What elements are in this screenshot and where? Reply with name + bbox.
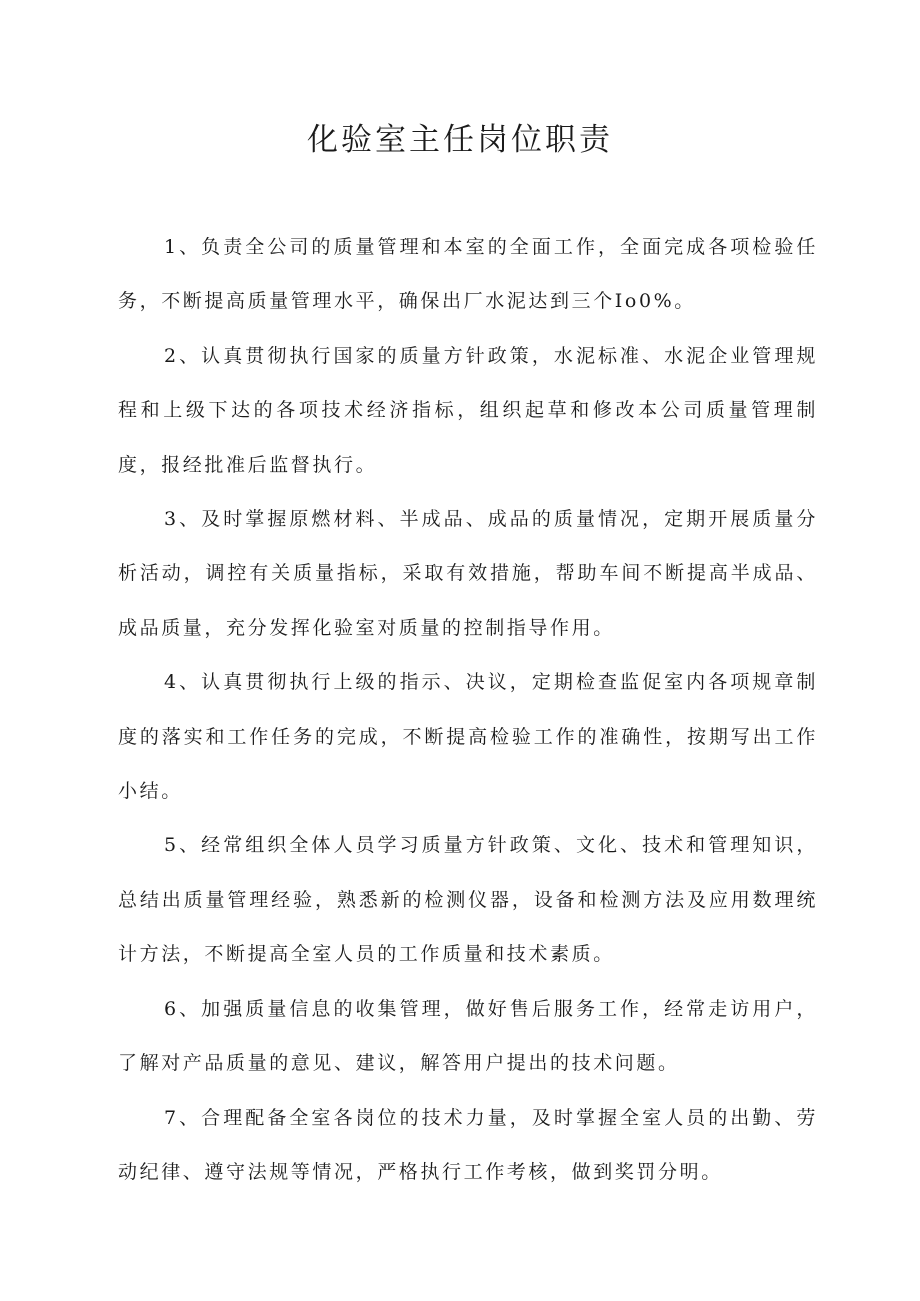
paragraph-5: 5、经常组织全体人员学习质量方针政策、文化、技术和管理知识，总结出质量管理经验，熟悉新的检测仪器，设备和检测方法及应用数理统计方法，不断提高全室人员的工作质量和技术素质。 xyxy=(118,834,818,966)
paragraph-2: 2、认真贯彻执行国家的质量方针政策，水泥标准、水泥企业管理规程和上级下达的各项技术经济指标，组织起草和修改本公司质量管理制度，报经批准后监督执行。 xyxy=(118,344,818,476)
page-title: 化验室主任岗位职责 xyxy=(307,122,613,158)
paragraph-3: 3、及时掌握原燃材料、半成品、成品的质量情况，定期开展质量分析活动，调控有关质量指标，采取有效措施，帮助车间不断提高半成品、成品质量，充分发挥化验室对质量的控制指导作用。 xyxy=(118,508,818,639)
document-body xyxy=(118,220,818,1199)
paragraph-7: 7、合理配备全室各岗位的技术力量，及时掌握全室人员的出勤、劳动纪律、遵守法规等情况，严格执行工作考核，做到奖罚分明。 xyxy=(118,1106,818,1183)
paragraph-1: 1、负责全公司的质量管理和本室的全面工作，全面完成各项检验任务，不断提高质量管理水平，确保出厂水泥达到三个Io0%。 xyxy=(118,236,818,313)
paragraph-6: 6、加强质量信息的收集管理，做好售后服务工作，经常走访用户，了解对产品质量的意见、建议，解答用户提出的技术问题。 xyxy=(118,997,818,1075)
paragraph-4: 4、认真贯彻执行上级的指示、决议，定期检查监促室内各项规章制度的落实和工作任务的完成，不断提高检验工作的准确性，按期写出工作小结。 xyxy=(118,671,818,803)
